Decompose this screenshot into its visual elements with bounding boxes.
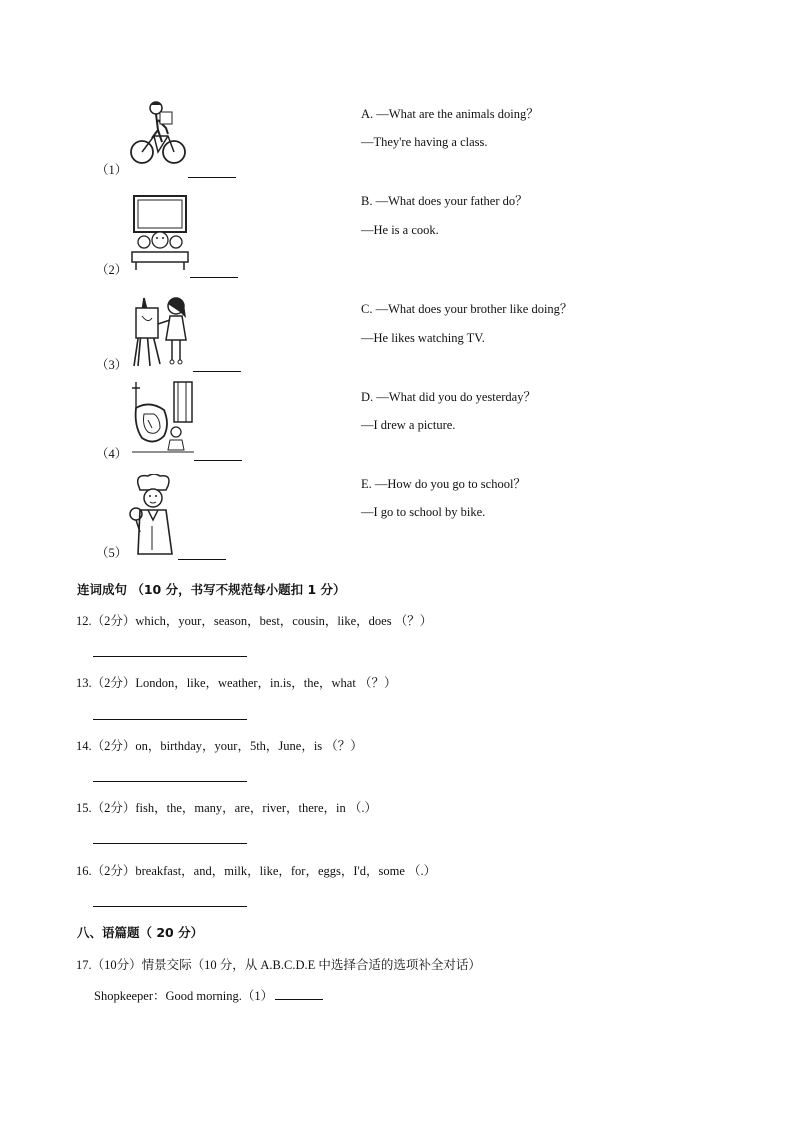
answer-blank[interactable] (194, 459, 242, 461)
option-b-question: B. —What does your father do？ (361, 194, 528, 208)
option-d-answer: —I drew a picture. (361, 418, 456, 432)
section-heading-reading: 八、语篇题（ 20 分） (77, 925, 204, 940)
option-a-answer: —They're having a class. (361, 135, 488, 149)
item-label: （3） (96, 358, 128, 372)
question-16: 16.（2分）breakfast，and，milk，like，for，eggs，I'd，some （.） (76, 864, 437, 878)
question-17: 17.（10分）情景交际（10 分，从 A.B.C.D.E 中选择合适的选项补全对话） (76, 958, 481, 972)
dialog-text: Shopkeeper：Good morning.（1） (94, 989, 274, 1003)
option-e-answer: —I go to school by bike. (361, 505, 486, 519)
answer-blank[interactable] (188, 176, 236, 178)
answer-line-14[interactable] (93, 781, 247, 782)
answer-blank[interactable] (275, 998, 323, 1000)
answer-blank[interactable] (193, 370, 241, 372)
option-b-answer: —He is a cook. (361, 223, 439, 237)
picture-cook (128, 474, 182, 556)
answer-line-13[interactable] (93, 719, 247, 720)
picture-boy-riding-bike (128, 98, 188, 168)
item-label: （2） (96, 263, 128, 277)
answer-line-16[interactable] (93, 906, 247, 907)
option-c-answer: —He likes watching TV. (361, 331, 485, 345)
question-15: 15.（2分）fish，the，many，are，river，there，in （.） (76, 801, 377, 815)
item-label: （4） (96, 447, 128, 461)
answer-line-12[interactable] (93, 656, 247, 657)
answer-blank[interactable] (178, 558, 226, 560)
question-13: 13.（2分）London，like，weather，in.is，the，what （？） (76, 676, 397, 690)
item-label: （1） (96, 163, 128, 177)
picture-watching-tv (130, 380, 196, 456)
option-e-question: E. —How do you go to school？ (361, 477, 526, 491)
item-label: （5） (96, 546, 128, 560)
picture-animals-class (130, 194, 190, 272)
option-a-question: A. —What are the animals doing？ (361, 107, 539, 121)
option-c-question: C. —What does your brother like doing？ (361, 302, 573, 316)
answer-line-15[interactable] (93, 843, 247, 844)
question-14: 14.（2分）on，birthday，your，5th，June，is （？） (76, 739, 363, 753)
answer-blank[interactable] (190, 276, 238, 278)
picture-girl-drawing (130, 294, 192, 368)
question-12: 12.（2分）which，your，season，best，cousin，like，does （？） (76, 614, 433, 628)
option-d-question: D. —What did you do yesterday？ (361, 390, 536, 404)
dialog-line-shopkeeper (94, 986, 323, 1004)
section-heading-word-order: 连词成句 （10 分，书写不规范每小题扣 1 分） (77, 582, 346, 597)
